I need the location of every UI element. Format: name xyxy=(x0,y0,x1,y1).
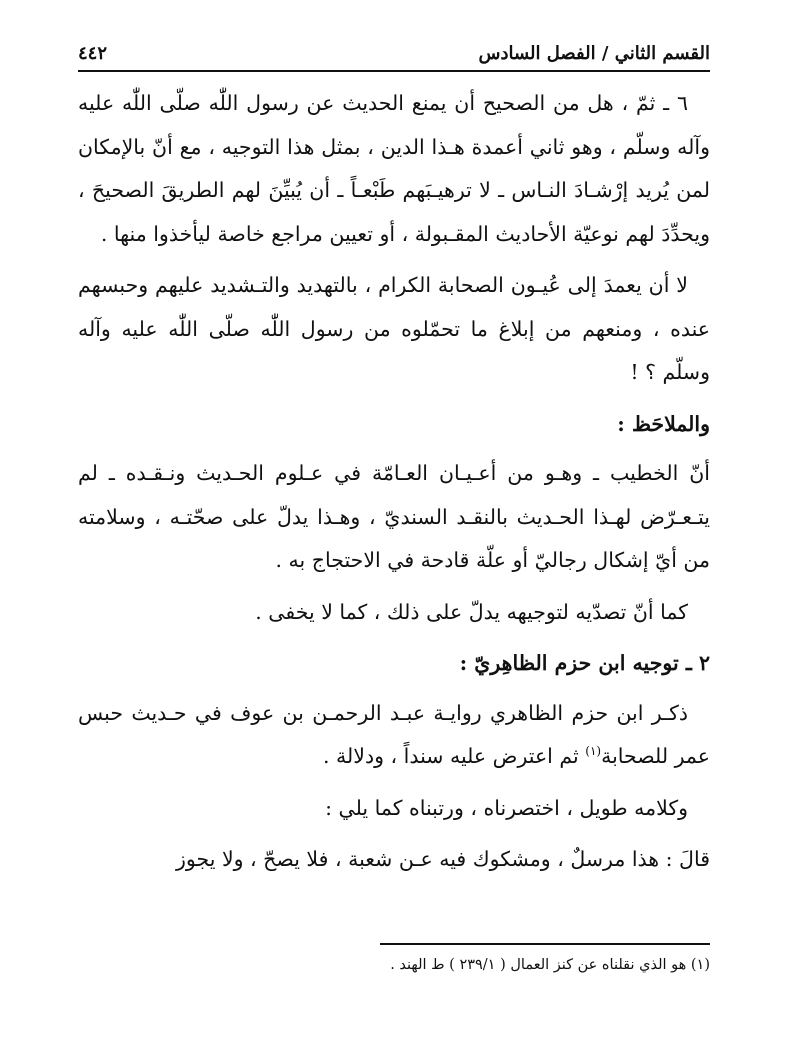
header-rule xyxy=(78,70,710,72)
paragraph-ibn-hazm-tail: ثم اعترض عليه سنداً ، ودلالة . xyxy=(322,744,586,768)
heading-ibn-hazm: ٢ ـ توجيه ابن حزم الظاهِريّ : xyxy=(459,651,710,675)
section-title: القسم الثاني / الفصل السادس xyxy=(478,43,710,64)
paragraph-summary: وكلامه طويل ، اختصرناه ، ورتبناه كما يلي : xyxy=(325,795,688,820)
paragraph-ibn-hazm xyxy=(78,692,710,779)
paragraph-tasaddi: كما أنّ تصدّيه لتوجيهه يدلّ على ذلك ، كما لا يخفى . xyxy=(255,599,688,624)
paragraph-quote: قالَ : هذا مرسلٌ ، ومشكوك فيه عـن شعبة ، فلا يصحّ ، ولا يجوز xyxy=(176,847,710,871)
body-text xyxy=(78,82,710,890)
paragraph-point-6: ٦ ـ ثمّ ، هل من الصحيح أن يمنع الحديث عن رسول اللّٰه صلّى اللّٰه عليه وآله وسلّم ، وهو ثاني أعمدة هـذا الدين ، بمثل هذا التوجيه ، مع أنّ بالإمكان لمن يُريد إرْشـادَ النـاس ـ لا ترهيـبَهم طَبْعـاً ـ أن يُبيِّنَ لهم الطريقَ الصحيحَ ، ويحدِّدَ لهم نوعيّة الأحاديث المقـبولة ، أو تعيين مراجع خاصة ليأخذوا منها . xyxy=(78,91,710,246)
running-header xyxy=(78,30,710,64)
footnote: (١) هو الذي نقلناه عن كنز العمال ( ٢٣٩/١ ) ط الهند . xyxy=(390,957,710,973)
heading-observation: والملاحَظ : xyxy=(617,411,710,436)
book-page xyxy=(78,30,710,1030)
footnote-reference: (١) xyxy=(585,744,602,759)
paragraph-khatib: أنّ الخطيب ـ وهـو من أعـيـان العـامّة في عـلوم الحـديث ونـقـده ـ لم يتـعـرّض لهـذا الحـديث بالنقـد السنديّ ، وهـذا يدلّ على صحّتـه ، وسلامته من أيّ إشكال رجاليّ أو علّة قادحة في الاحتجاج به . xyxy=(78,461,710,572)
paragraph-objection: لا أن يعمدَ إلى عُيـون الصحابة الكرام ، بالتهديد والتـشديد عليهم وحبسهم عنده ، ومنعهم من إبلاغ ما تحمّلوه من رسول اللّٰه صلّى اللّٰه عليه وآله وسلّم ؟ ! xyxy=(78,273,710,384)
paragraph-ibn-hazm-text: ذكـر ابن حزم الظاهري روايـة عبـد الرحمـن بن عوف في حـديث حبس عمر للصحابة xyxy=(78,700,710,768)
page-number: ٤٤٢ xyxy=(78,43,108,64)
footnote-rule xyxy=(380,943,710,945)
